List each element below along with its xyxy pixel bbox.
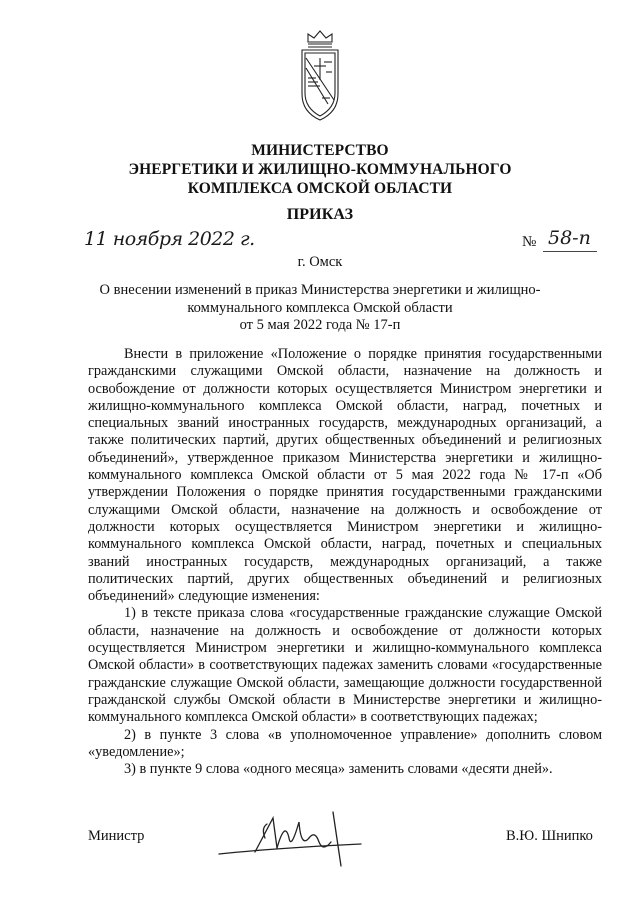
number-label: № bbox=[522, 234, 537, 250]
signatory-role: Министр bbox=[88, 828, 145, 844]
ministry-line: ЭНЕРГЕТИКИ И ЖИЛИЩНО-КОММУНАЛЬНОГО bbox=[128, 161, 512, 178]
number-underline bbox=[543, 251, 597, 252]
handwritten-date: 11 ноября 2022 г. bbox=[84, 228, 255, 250]
signatory-name: В.Ю. Шнипко bbox=[506, 828, 593, 844]
document-title bbox=[80, 282, 560, 335]
coat-of-arms-icon bbox=[296, 28, 344, 126]
body-paragraph: 2) в пункте 3 слова «в уполномоченное управление» дополнить словом «уведомление»; bbox=[88, 726, 602, 760]
title-line: О внесении изменений в приказ Министерства энергетики и жилищно- bbox=[99, 282, 541, 298]
ministry-line: МИНИСТЕРСТВО bbox=[251, 142, 389, 159]
document-type: ПРИКАЗ bbox=[286, 206, 354, 223]
signature-icon bbox=[215, 808, 365, 870]
body-paragraph: 1) в тексте приказа слова «государственные гражданские служащие Омской области, назначение на должность и освобождение от должности которых осуществляется Министром энергетики и жилищно-коммунального комплекса Омской области» в соответствующих падежах заменить словами «государственные гражданские служащие Омской области, замещающие должности государственной гражданской службы Омской области в Министерстве энергетики и жилищно-коммунального комплекса Омской области» в соответствующих падежах; bbox=[88, 605, 602, 726]
title-line: коммунального комплекса Омской области bbox=[187, 299, 453, 316]
title-line: от 5 мая 2022 года № 17-п bbox=[239, 317, 401, 333]
document-body bbox=[88, 346, 602, 778]
body-paragraph: Внести в приложение «Положение о порядке принятия государственными гражданскими служащими Омской области, назначение на должность и освобождение от должности которых осуществляется Министром энергетики и жилищно-коммунального комплекса Омской области, наград, почетных и специальных званий иностранных государств, международных организаций, а также политических партий, других общественных объединений и религиозных объединений», утвержденное приказом Министерства энергетики и жилищно-коммунального комплекса Омской области от 5 мая 2022 года № 17-п «Об утверждении Положения о порядке принятия государственными гражданскими служащими Омской области, назначение на должность и освобождение от должности которых осуществляется Министром энергетики и жилищно-коммунального комплекса Омской области, наград, почетных и специальных званий иностранных государств, международных организаций, а также политических партий, других общественных объединений и религиозных объединений» следующие изменения: bbox=[88, 346, 602, 605]
ministry-name bbox=[0, 141, 640, 198]
handwritten-number: 58-п bbox=[548, 227, 591, 249]
body-paragraph: 3) в пункте 9 слова «одного месяца» заменить словами «десяти дней». bbox=[124, 761, 553, 778]
city: г. Омск bbox=[297, 254, 343, 270]
ministry-line: КОМПЛЕКСА ОМСКОЙ ОБЛАСТИ bbox=[187, 180, 453, 197]
